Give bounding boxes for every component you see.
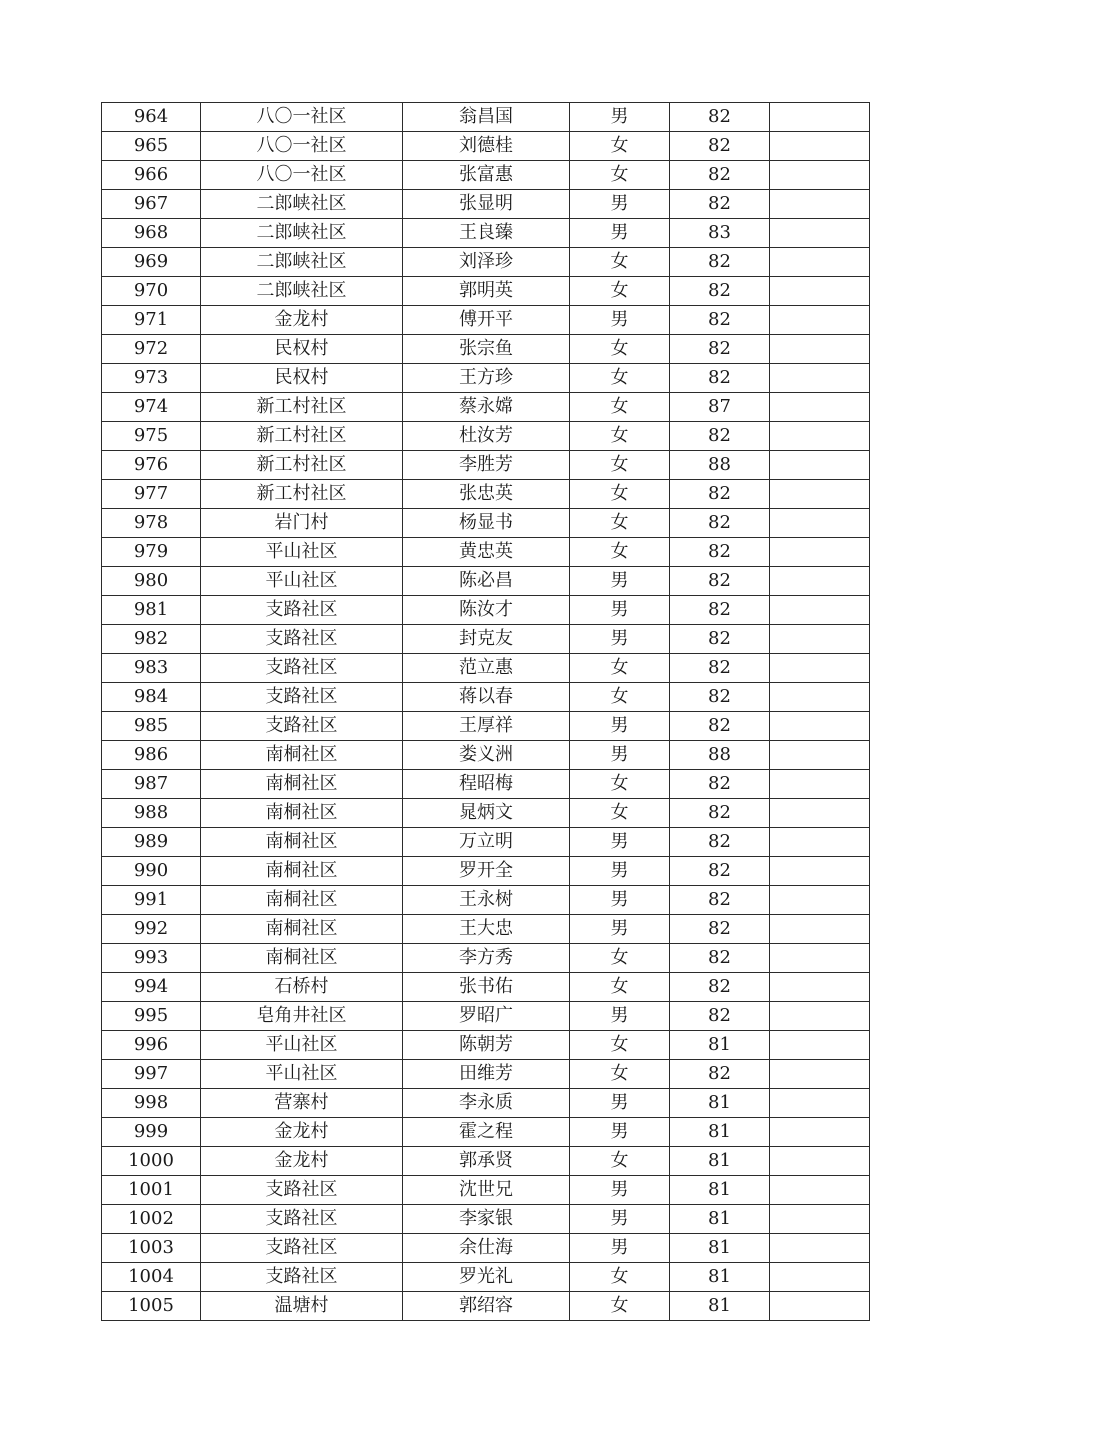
age-cell: 82 [670,770,770,799]
community-cell: 南桐社区 [201,741,403,770]
age-cell: 81 [670,1118,770,1147]
note-cell [770,306,870,335]
gender-cell: 女 [570,944,670,973]
community-cell: 平山社区 [201,567,403,596]
note-cell [770,712,870,741]
person-name-cell: 郭明英 [403,277,570,306]
community-cell: 南桐社区 [201,799,403,828]
person-name-cell: 翁昌国 [403,103,570,132]
person-name-cell: 张忠英 [403,480,570,509]
serial-number-cell: 972 [102,335,201,364]
gender-cell: 男 [570,103,670,132]
community-cell: 支路社区 [201,625,403,654]
table-row [102,1263,870,1292]
serial-number-cell: 977 [102,480,201,509]
serial-number-cell: 979 [102,538,201,567]
serial-number-cell: 999 [102,1118,201,1147]
age-cell: 82 [670,567,770,596]
table-row [102,944,870,973]
person-name-cell: 程昭梅 [403,770,570,799]
age-cell: 81 [670,1176,770,1205]
community-cell: 新工村社区 [201,393,403,422]
age-cell: 82 [670,335,770,364]
person-name-cell: 罗昭广 [403,1002,570,1031]
gender-cell: 女 [570,132,670,161]
gender-cell: 女 [570,770,670,799]
gender-cell: 女 [570,422,670,451]
note-cell [770,596,870,625]
note-cell [770,1002,870,1031]
note-cell [770,1292,870,1321]
serial-number-cell: 998 [102,1089,201,1118]
serial-number-cell: 995 [102,1002,201,1031]
person-name-cell: 陈汝才 [403,596,570,625]
community-cell: 平山社区 [201,538,403,567]
person-name-cell: 傅开平 [403,306,570,335]
community-cell: 支路社区 [201,1176,403,1205]
gender-cell: 女 [570,1292,670,1321]
note-cell [770,567,870,596]
table-row [102,306,870,335]
table-row [102,973,870,1002]
community-cell: 温塘村 [201,1292,403,1321]
gender-cell: 男 [570,190,670,219]
community-cell: 二郎峡社区 [201,277,403,306]
age-cell: 81 [670,1147,770,1176]
serial-number-cell: 984 [102,683,201,712]
gender-cell: 男 [570,1205,670,1234]
serial-number-cell: 1004 [102,1263,201,1292]
person-name-cell: 杨显书 [403,509,570,538]
person-name-cell: 蒋以春 [403,683,570,712]
note-cell [770,335,870,364]
serial-number-cell: 997 [102,1060,201,1089]
serial-number-cell: 970 [102,277,201,306]
note-cell [770,1176,870,1205]
note-cell [770,1060,870,1089]
community-cell: 南桐社区 [201,770,403,799]
community-cell: 南桐社区 [201,915,403,944]
gender-cell: 男 [570,306,670,335]
age-cell: 82 [670,683,770,712]
note-cell [770,1031,870,1060]
community-cell: 新工村社区 [201,422,403,451]
table-row [102,190,870,219]
gender-cell: 女 [570,1031,670,1060]
serial-number-cell: 982 [102,625,201,654]
gender-cell: 男 [570,219,670,248]
note-cell [770,973,870,1002]
age-cell: 82 [670,857,770,886]
age-cell: 82 [670,306,770,335]
table-row [102,1234,870,1263]
gender-cell: 女 [570,1060,670,1089]
age-cell: 82 [670,509,770,538]
person-name-cell: 罗开全 [403,857,570,886]
gender-cell: 女 [570,1147,670,1176]
serial-number-cell: 990 [102,857,201,886]
age-cell: 82 [670,422,770,451]
person-name-cell: 王大忠 [403,915,570,944]
person-name-cell: 王厚祥 [403,712,570,741]
table-row [102,1002,870,1031]
note-cell [770,799,870,828]
gender-cell: 女 [570,973,670,1002]
table-row [102,857,870,886]
age-cell: 82 [670,103,770,132]
note-cell [770,770,870,799]
person-name-cell: 李家银 [403,1205,570,1234]
table-row [102,1060,870,1089]
age-cell: 82 [670,1002,770,1031]
age-cell: 82 [670,625,770,654]
gender-cell: 女 [570,335,670,364]
table-row [102,828,870,857]
serial-number-cell: 974 [102,393,201,422]
note-cell [770,1147,870,1176]
gender-cell: 男 [570,828,670,857]
community-cell: 金龙村 [201,1147,403,1176]
person-name-cell: 王永树 [403,886,570,915]
gender-cell: 女 [570,248,670,277]
community-cell: 南桐社区 [201,886,403,915]
note-cell [770,277,870,306]
age-cell: 82 [670,973,770,1002]
table-row [102,625,870,654]
note-cell [770,857,870,886]
gender-cell: 女 [570,509,670,538]
person-name-cell: 封克友 [403,625,570,654]
table-row [102,451,870,480]
person-name-cell: 张宗鱼 [403,335,570,364]
serial-number-cell: 1000 [102,1147,201,1176]
age-cell: 82 [670,277,770,306]
community-cell: 支路社区 [201,1234,403,1263]
community-cell: 南桐社区 [201,828,403,857]
person-name-cell: 李方秀 [403,944,570,973]
table-row [102,538,870,567]
serial-number-cell: 1003 [102,1234,201,1263]
note-cell [770,509,870,538]
person-name-cell: 田维芳 [403,1060,570,1089]
note-cell [770,1118,870,1147]
table-row [102,915,870,944]
community-cell: 支路社区 [201,596,403,625]
table-row [102,480,870,509]
note-cell [770,1205,870,1234]
age-cell: 82 [670,480,770,509]
note-cell [770,161,870,190]
table-row [102,393,870,422]
age-cell: 82 [670,132,770,161]
person-name-cell: 霍之程 [403,1118,570,1147]
table-row [102,1089,870,1118]
person-name-cell: 范立惠 [403,654,570,683]
gender-cell: 女 [570,683,670,712]
gender-cell: 男 [570,1118,670,1147]
serial-number-cell: 964 [102,103,201,132]
serial-number-cell: 993 [102,944,201,973]
gender-cell: 女 [570,161,670,190]
community-cell: 民权村 [201,335,403,364]
gender-cell: 女 [570,364,670,393]
person-name-cell: 郭承贤 [403,1147,570,1176]
community-cell: 金龙村 [201,1118,403,1147]
serial-number-cell: 983 [102,654,201,683]
community-cell: 支路社区 [201,1263,403,1292]
table-row [102,364,870,393]
community-cell: 支路社区 [201,1205,403,1234]
table-row [102,1118,870,1147]
gender-cell: 男 [570,1089,670,1118]
community-cell: 新工村社区 [201,480,403,509]
age-cell: 82 [670,161,770,190]
gender-cell: 男 [570,886,670,915]
community-cell: 岩门村 [201,509,403,538]
community-cell: 民权村 [201,364,403,393]
community-cell: 皂角井社区 [201,1002,403,1031]
note-cell [770,683,870,712]
serial-number-cell: 988 [102,799,201,828]
serial-number-cell: 992 [102,915,201,944]
serial-number-cell: 1001 [102,1176,201,1205]
note-cell [770,886,870,915]
community-cell: 金龙村 [201,306,403,335]
community-cell: 八〇一社区 [201,132,403,161]
person-name-cell: 张书佑 [403,973,570,1002]
note-cell [770,364,870,393]
table-row [102,654,870,683]
community-cell: 支路社区 [201,683,403,712]
serial-number-cell: 968 [102,219,201,248]
table-row [102,567,870,596]
note-cell [770,625,870,654]
table-row [102,799,870,828]
serial-number-cell: 985 [102,712,201,741]
note-cell [770,1263,870,1292]
person-name-cell: 娄义洲 [403,741,570,770]
person-name-cell: 余仕海 [403,1234,570,1263]
person-name-cell: 罗光礼 [403,1263,570,1292]
gender-cell: 女 [570,538,670,567]
community-cell: 支路社区 [201,654,403,683]
table-row [102,509,870,538]
serial-number-cell: 994 [102,973,201,1002]
note-cell [770,132,870,161]
table-row [102,1176,870,1205]
person-name-cell: 刘德桂 [403,132,570,161]
note-cell [770,1089,870,1118]
age-cell: 83 [670,219,770,248]
gender-cell: 男 [570,712,670,741]
community-cell: 八〇一社区 [201,103,403,132]
person-name-cell: 李永质 [403,1089,570,1118]
age-cell: 81 [670,1292,770,1321]
note-cell [770,103,870,132]
elderly-roster-table [101,102,870,1321]
community-cell: 二郎峡社区 [201,219,403,248]
note-cell [770,828,870,857]
person-name-cell: 王良臻 [403,219,570,248]
serial-number-cell: 989 [102,828,201,857]
table-row [102,1147,870,1176]
note-cell [770,393,870,422]
serial-number-cell: 973 [102,364,201,393]
serial-number-cell: 976 [102,451,201,480]
community-cell: 八〇一社区 [201,161,403,190]
person-name-cell: 蔡永嫦 [403,393,570,422]
person-name-cell: 杜汝芳 [403,422,570,451]
age-cell: 88 [670,741,770,770]
gender-cell: 男 [570,567,670,596]
community-cell: 南桐社区 [201,944,403,973]
age-cell: 81 [670,1089,770,1118]
gender-cell: 男 [570,596,670,625]
serial-number-cell: 981 [102,596,201,625]
table-row [102,1031,870,1060]
gender-cell: 女 [570,277,670,306]
gender-cell: 男 [570,915,670,944]
age-cell: 82 [670,596,770,625]
gender-cell: 女 [570,799,670,828]
gender-cell: 女 [570,654,670,683]
serial-number-cell: 969 [102,248,201,277]
serial-number-cell: 987 [102,770,201,799]
age-cell: 82 [670,654,770,683]
table-row [102,132,870,161]
serial-number-cell: 986 [102,741,201,770]
gender-cell: 女 [570,393,670,422]
gender-cell: 女 [570,451,670,480]
age-cell: 81 [670,1031,770,1060]
age-cell: 81 [670,1234,770,1263]
age-cell: 82 [670,944,770,973]
note-cell [770,422,870,451]
community-cell: 石桥村 [201,973,403,1002]
person-name-cell: 张富惠 [403,161,570,190]
note-cell [770,741,870,770]
table-row [102,683,870,712]
table-row [102,248,870,277]
table-row [102,335,870,364]
note-cell [770,451,870,480]
table-row [102,770,870,799]
note-cell [770,480,870,509]
table-row [102,886,870,915]
community-cell: 平山社区 [201,1031,403,1060]
age-cell: 82 [670,538,770,567]
serial-number-cell: 1002 [102,1205,201,1234]
serial-number-cell: 971 [102,306,201,335]
serial-number-cell: 980 [102,567,201,596]
table-row [102,596,870,625]
person-name-cell: 万立明 [403,828,570,857]
serial-number-cell: 965 [102,132,201,161]
community-cell: 平山社区 [201,1060,403,1089]
note-cell [770,219,870,248]
table-row [102,712,870,741]
community-cell: 新工村社区 [201,451,403,480]
community-cell: 支路社区 [201,712,403,741]
person-name-cell: 王方珍 [403,364,570,393]
age-cell: 81 [670,1263,770,1292]
age-cell: 82 [670,828,770,857]
serial-number-cell: 975 [102,422,201,451]
serial-number-cell: 967 [102,190,201,219]
age-cell: 82 [670,248,770,277]
table-row [102,422,870,451]
note-cell [770,1234,870,1263]
serial-number-cell: 1005 [102,1292,201,1321]
person-name-cell: 沈世兄 [403,1176,570,1205]
note-cell [770,538,870,567]
note-cell [770,248,870,277]
gender-cell: 男 [570,741,670,770]
person-name-cell: 郭绍容 [403,1292,570,1321]
roster-body [102,103,870,1321]
age-cell: 81 [670,1205,770,1234]
community-cell: 营寨村 [201,1089,403,1118]
serial-number-cell: 996 [102,1031,201,1060]
table-row [102,1205,870,1234]
gender-cell: 男 [570,1234,670,1263]
gender-cell: 男 [570,1176,670,1205]
person-name-cell: 陈朝芳 [403,1031,570,1060]
age-cell: 88 [670,451,770,480]
note-cell [770,190,870,219]
serial-number-cell: 978 [102,509,201,538]
table-row [102,277,870,306]
gender-cell: 女 [570,1263,670,1292]
age-cell: 82 [670,1060,770,1089]
community-cell: 南桐社区 [201,857,403,886]
table-row [102,741,870,770]
note-cell [770,915,870,944]
age-cell: 82 [670,886,770,915]
table-row [102,161,870,190]
table-row [102,1292,870,1321]
gender-cell: 女 [570,480,670,509]
person-name-cell: 刘泽珍 [403,248,570,277]
serial-number-cell: 966 [102,161,201,190]
person-name-cell: 晁炳文 [403,799,570,828]
person-name-cell: 张显明 [403,190,570,219]
gender-cell: 男 [570,1002,670,1031]
community-cell: 二郎峡社区 [201,248,403,277]
age-cell: 82 [670,712,770,741]
age-cell: 82 [670,364,770,393]
person-name-cell: 陈必昌 [403,567,570,596]
person-name-cell: 李胜芳 [403,451,570,480]
gender-cell: 男 [570,625,670,654]
person-name-cell: 黄忠英 [403,538,570,567]
age-cell: 82 [670,915,770,944]
age-cell: 87 [670,393,770,422]
age-cell: 82 [670,799,770,828]
community-cell: 二郎峡社区 [201,190,403,219]
table-row [102,219,870,248]
gender-cell: 男 [570,857,670,886]
age-cell: 82 [670,190,770,219]
note-cell [770,654,870,683]
serial-number-cell: 991 [102,886,201,915]
note-cell [770,944,870,973]
table-row [102,103,870,132]
